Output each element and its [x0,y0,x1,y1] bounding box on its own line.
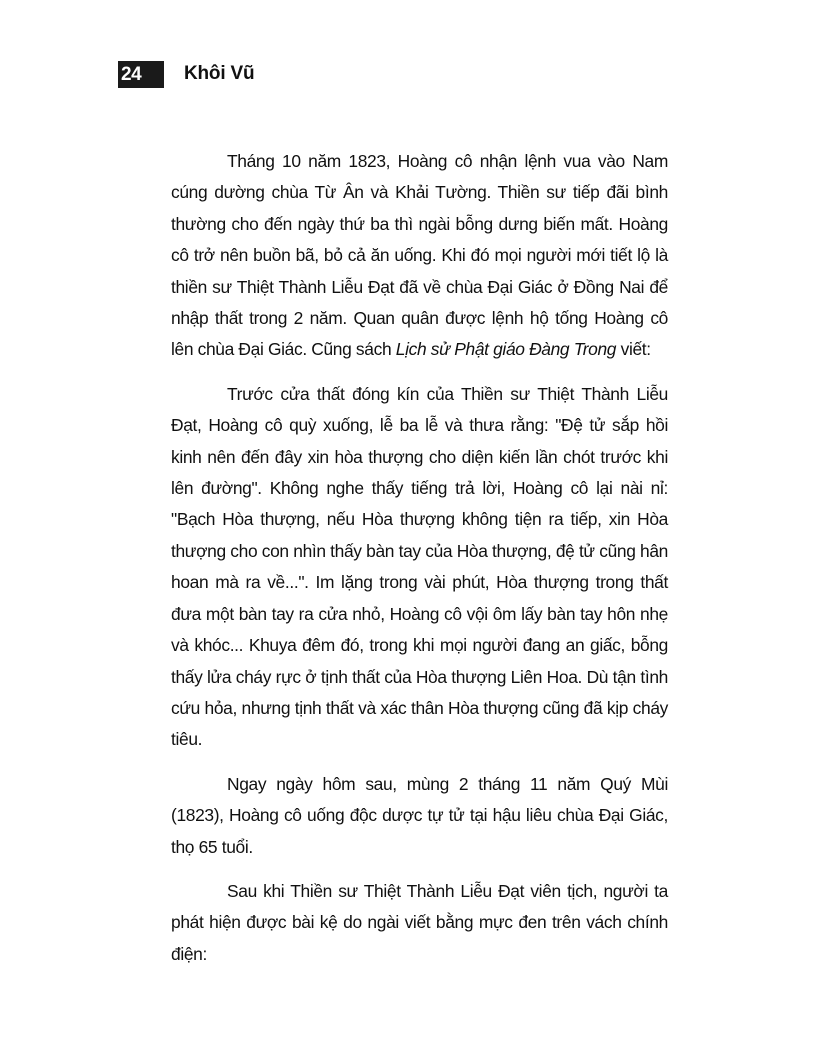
paragraph-1-tail: viết: [616,339,651,360]
paragraph-4: Sau khi Thiền sư Thiệt Thành Liễu Đạt viên tịch, người ta phát hiện được bài kệ do ngài viết bằng mực đen trên vách chính điện: [171,880,668,964]
book-title: Lịch sử Phật giáo Đàng Trong [395,339,617,360]
page-header [118,60,254,88]
page-number: 24 [118,61,164,88]
paragraph-1 [171,146,668,366]
paragraph-3: Ngay ngày hôm sau, mùng 2 tháng 11 năm Quý Mùi (1823), Hoàng cô uống độc dược tự tử tại hậu liêu chùa Đại Giác, thọ 65 tuổi. [171,773,668,857]
paragraph-1-text: Tháng 10 năm 1823, Hoàng cô nhận lệnh vua vào Nam cúng dường chùa Từ Ân và Khải Tường. Thiền sư tiếp đãi bình thường cho đến ngày thứ ba thì ngài bỗng dưng biến mất. Hoàng cô trở nên buồn bã, bỏ cả ăn uống. Khi đó mọi người mới tiết lộ là thiền sư Thiệt Thành Liễu Đạt đã về chùa Đại Giác ở Đồng Nai để nhập thất trong 2 năm. Quan quân được lệnh hộ tống Hoàng cô lên chùa Đại Giác. Cũng sách [171,151,668,360]
body-text [171,146,668,970]
paragraph-2: Trước cửa thất đóng kín của Thiền sư Thiệt Thành Liễu Đạt, Hoàng cô quỳ xuống, lễ ba lễ và thưa rằng: "Đệ tử sắp hồi kinh nên đến đây xin hòa thượng cho diện kiến lần chót trước khi lên đường". Không nghe thấy tiếng trả lời, Hoàng cô lại nài nỉ: "Bạch Hòa thượng, nếu Hòa thượng không tiện ra tiếp, xin Hòa thượng cho con nhìn thấy bàn tay của Hòa thượng, đệ tử cũng hân hoan mà ra về...". Im lặng trong vài phút, Hòa thượng trong thất đưa một bàn tay ra cửa nhỏ, Hoàng cô vội ôm lấy bàn tay hôn nhẹ và khóc... Khuya đêm đó, trong khi mọi người đang an giấc, bỗng thấy lửa cháy rực ở tịnh thất của Hòa thượng Liên Hoa. Dù tận tình cứu hỏa, nhưng tịnh thất và xác thân Hòa thượng cũng đã kịp cháy tiêu. [171,383,668,750]
author-running-head: Khôi Vũ [184,63,255,84]
